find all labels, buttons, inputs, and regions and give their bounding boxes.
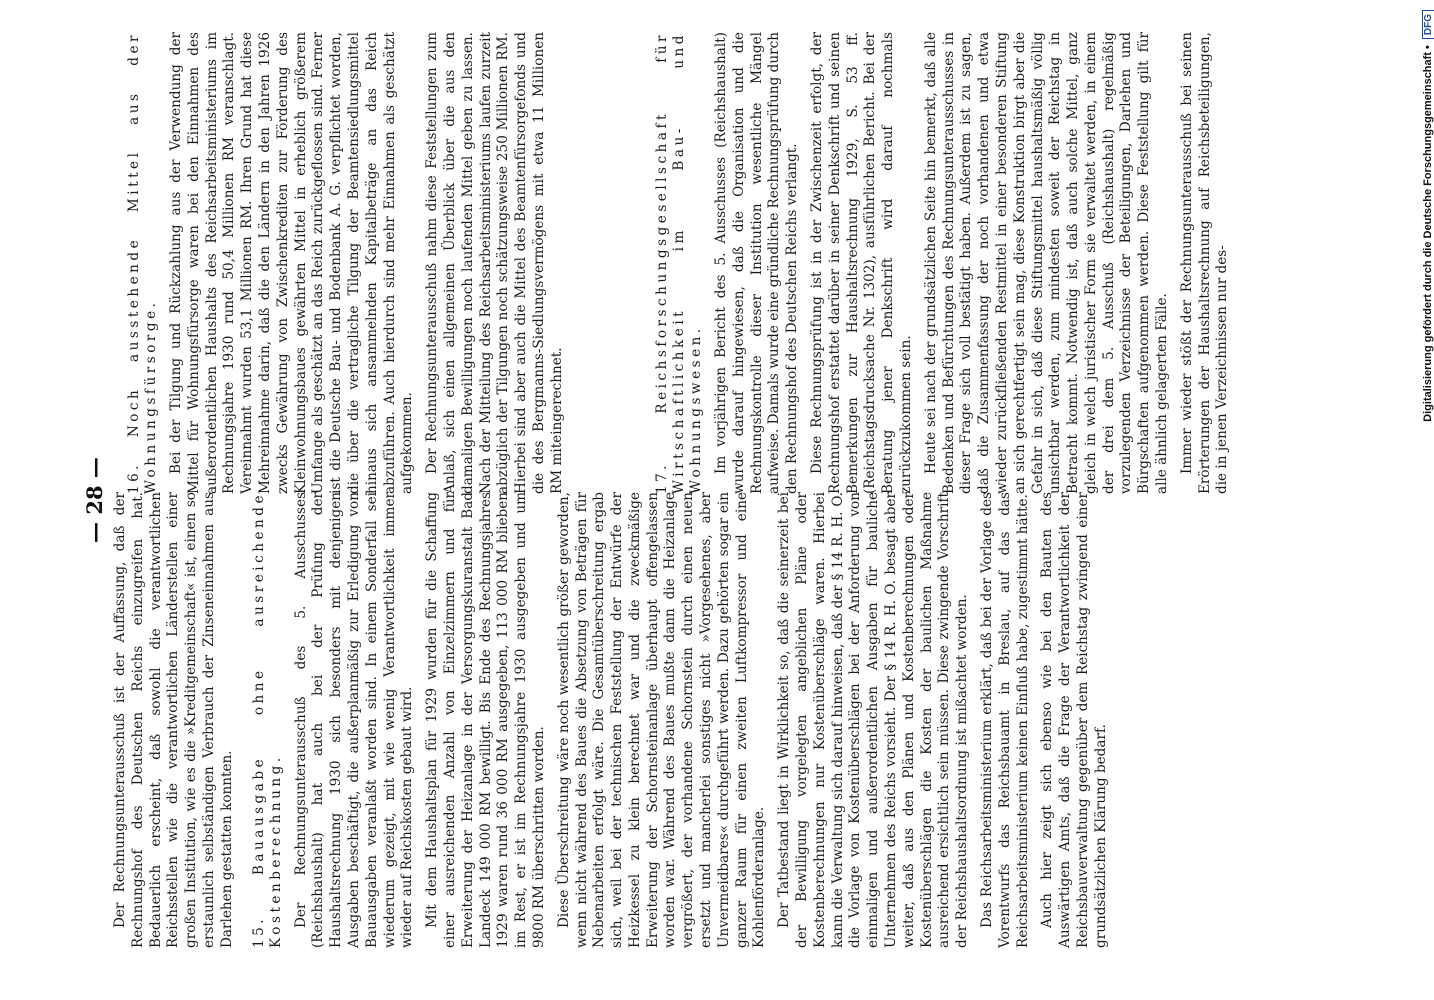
paragraph: Bei der Tilgung und Rückzahlung aus der Verwendung der Mittel für Wohnungsfürsorge waren bei den Einnahmen des außerordentlichen Haushalts des Reichsarbeitsministeriums im Rechnungsjahre 1930 rund 50,4 Millionen RM veranschlagt. Vereinnahmt wurden 53,1 Millionen RM. Ihren Grund hat diese Mehreinnahme darin, daß die den Ländern in den Jahren 1926 zwecks Gewährung von Zwischenkrediten zur Förderung des Kleinwohnungsbaues gewährten Mittel in erheblich größerem Umfange als geschätzt an das Reich zurückgeflossen sind. Ferner ist die Deutsche Bau- und Bodenbank A. G. verpflichtet worden, die über die vertragliche Tilgung der Beamtensiedlungsmittel hinaus sich ansammelnden Kapitalbeträge an das Reich abzuführen. Auch hierdurch sind mehr Einnahmen als geschätzt aufgekommen. <box>167 32 416 494</box>
right-column-top <box>112 32 574 494</box>
paragraph: Heute sei nach der grundsätzlichen Seite hin bemerkt, daß alle Bedenken und Befürchtungen des Rechnungsunterausschusses in dieser Frage sich voll bestätigt haben. Außerdem ist zu sagen, daß die Zusammenfassung der noch vorhandenen und etwa wieder zurückfließenden Restmittel in einer besonderen Stiftung an sich gerechtfertigt sein mag, diese Konstruktion birgt aber die Gefahr in sich, daß diese Stiftungsmittel haushaltsmäßig völlig unsichtbar werden, zum mindesten soweit der Reichstag in Betracht kommt. Notwendig ist, daß auch solche Mittel, ganz gleich in welch juristischer Form sie verwaltet werden, in einem der drei dem 5. Ausschuß (Reichshaushalt) regelmäßig vorzulegenden Verzeichnisse der Beteiligungen, Darlehen und Bürgschaften aufgenommen werden. Diese Feststellung gilt für alle ähnlich gelagerten Fälle. <box>922 32 1171 494</box>
paragraph: Das Reichsarbeitsministerium erklärt, daß bei der Vorlage des Vorentwurfs das Reichsbauamt in Breslau, auf das das Reichsarbeitsministerium keinen Einfluß habe, zugestimmt hätte. <box>979 492 1031 948</box>
section-heading-15: 15. Bauausgabe ohne ausreichende Kostenberechnung. <box>250 492 284 948</box>
paragraph: Auch hier zeigt sich ebenso wie bei den Bauten des Auswärtigen Amts, daß die Frage der Verantwortlichkeit der Reichsbauverwaltung gegenüber dem Reichstag zwingend einer grundsätzlichen Klärung bedarf. <box>1039 492 1109 948</box>
dfg-logo: DFG <box>1422 10 1434 39</box>
digitization-credit <box>1415 10 1434 990</box>
credit-text: Digitalisierung gefördert durch die Deutsche Forschungsgemeinschaft • <box>1422 45 1434 422</box>
paragraph: Im vorjährigen Bericht des 5. Ausschusses (Reichshaushalt) wurde darauf hingewiesen, daß die Organisation und die Rechnungskontrolle dieser Institution wesentliche Mängel aufweise. Damals wurde eine gründliche Rechnungsprüfung durch den Rechnungshof des Deutschen Reichs verlangt. <box>712 32 801 494</box>
section-heading-16: 16. Noch ausstehende Mittel aus der Wohnungsfürsorge. <box>126 32 159 494</box>
right-column-bottom <box>640 32 1239 494</box>
paragraph: Diese Rechnungsprüfung ist in der Zwischenzeit erfolgt, der Rechnungshof erstattet darüber in seiner Denkschrift und seinen Bemerkungen zur Haushaltsrechnung 1929, S. 53 ff. (Reichstagsdrucksache Nr. 1302), ausführlichen Bericht. Bei der Beratung jener Denkschrift wird darauf nochmals zurückzukommen sein. <box>808 32 914 494</box>
paragraph: Der Rechnungsunterausschuß des 5. Ausschusses (Reichshaushalt) hat auch bei der Prüfung der Haushaltsrechnung 1930 sich besonders mit denjenigen Ausgaben beschäftigt, die außerplanmäßig zur Erledigung von Bauausgaben veranlaßt worden sind. In einem Sonderfall sei wiederum gezeigt, mit wie wenig Verantwortlichkeit immer wieder auf Reichskosten gebaut wird. <box>292 492 416 948</box>
page-number: — 28 — <box>82 457 107 543</box>
left-column <box>112 492 1118 948</box>
paragraph: Der Rechnungsunterausschuß nahm diese Feststellungen zum Anlaß, sich einen allgemeinen Überblick über die aus den damaligen Bewilligungen noch laufenden Mittel geben zu lassen. Nach der Mitteilung des Reichsarbeitsministeriums laufen zurzeit abzüglich der Tilgungen noch schätzungsweise 250 Millionen RM. Hierbei sind aber auch die Mittel des Beamtenfürsorgefonds und die des Bergmanns-Siedlungsvermögens mit etwa 11 Millionen RM miteingerechnet. <box>424 32 565 494</box>
paragraph: Diese Überschreitung wäre noch wesentlich größer geworden, wenn nicht während des Baues die Absetzung von Beträgen für Nebenarbeiten erfolgt wäre. Die Gesamtüberschreitung ergab sich, weil bei der technischen Feststellung der Entwürfe der Heizkessel zu klein berechnet war und die zweckmäßige Erweiterung der Schornsteinanlage überhaupt offengelassen worden war. Während des Baues mußte dann die Heizanlage vergrößert, der vorhandene Schornstein durch einen neuen ersetzt und mancherlei sonstiges nicht »Vorgesehenes, aber Unvermeidbares« durchgeführt werden. Dazu gehörten sogar ein ganzer Raum für einen zweiten Luftkompressor und eine Kohlenförderanlage. <box>555 492 768 948</box>
paragraph: Der Rechnungsunterausschuß ist der Auffassung, daß der Rechnungshof des Deutschen Reichs einzugreifen hat. Bedauerlich erscheint, daß sowohl die verantwortlichen Reichsstellen wie die verantwortlichen Länderstellen einer großen Institution, wie es die »Kreditgemeinschaft« ist, einen so erstaunlich selbständigen Verbrauch der Zinseneinnahmen aus Darlehen gestatten konnten. <box>112 492 235 948</box>
paragraph: Der Tatbestand liegt in Wirklichkeit so, daß die seinerzeit bei der Bewilligung vorgelegten angeblichen Pläne oder Kostenberechnungen nur Kostenüberschläge waren. Hierbei kann die Verwaltung sich darauf hinweisen, daß der § 14 R. H. O. die Vorlage von Kostenüberschlägen bei der Anforderung von einmaligen und außerordentlichen Ausgaben für bauliche Unternehmen des Reichs vorsieht. Der § 14 R. H. O. besagt aber weiter, daß aus den Plänen und Kostenberechnungen oder Kostenüberschlägen die Kosten der baulichen Maßnahme ausreichend ersichtlich sein müssen. Diese zwingende Vorschrift der Reichshaushaltsordnung ist mißachtet worden. <box>776 492 971 948</box>
paragraph: Immer wieder stößt der Rechnungsunterausschuß bei seinen Erörterungen der Haushaltsrechnung auf Reichsbeteiligungen, die in jenen Verzeichnissen nur des- <box>1178 32 1231 494</box>
paragraph: Mit dem Haushaltsplan für 1929 wurden für die Schaffung einer ausreichenden Anzahl von Einzelzimmern und für Erweiterung der Heizanlage in der Versorgungskuranstalt Bad Landeck 149 000 RM bewilligt. Bis Ende des Rechnungsjahres 1929 waren rund 36 000 RM ausgegeben, 113 000 RM blieben im Rest, er ist im Rechnungsjahre 1930 ausgegeben und um 9800 RM überschritten worden. <box>424 492 547 948</box>
section-heading-17: 17. Reichsforschungsgesellschaft für Wirtschaftlichkeit im Bau- und Wohnungswesen. <box>654 32 704 494</box>
